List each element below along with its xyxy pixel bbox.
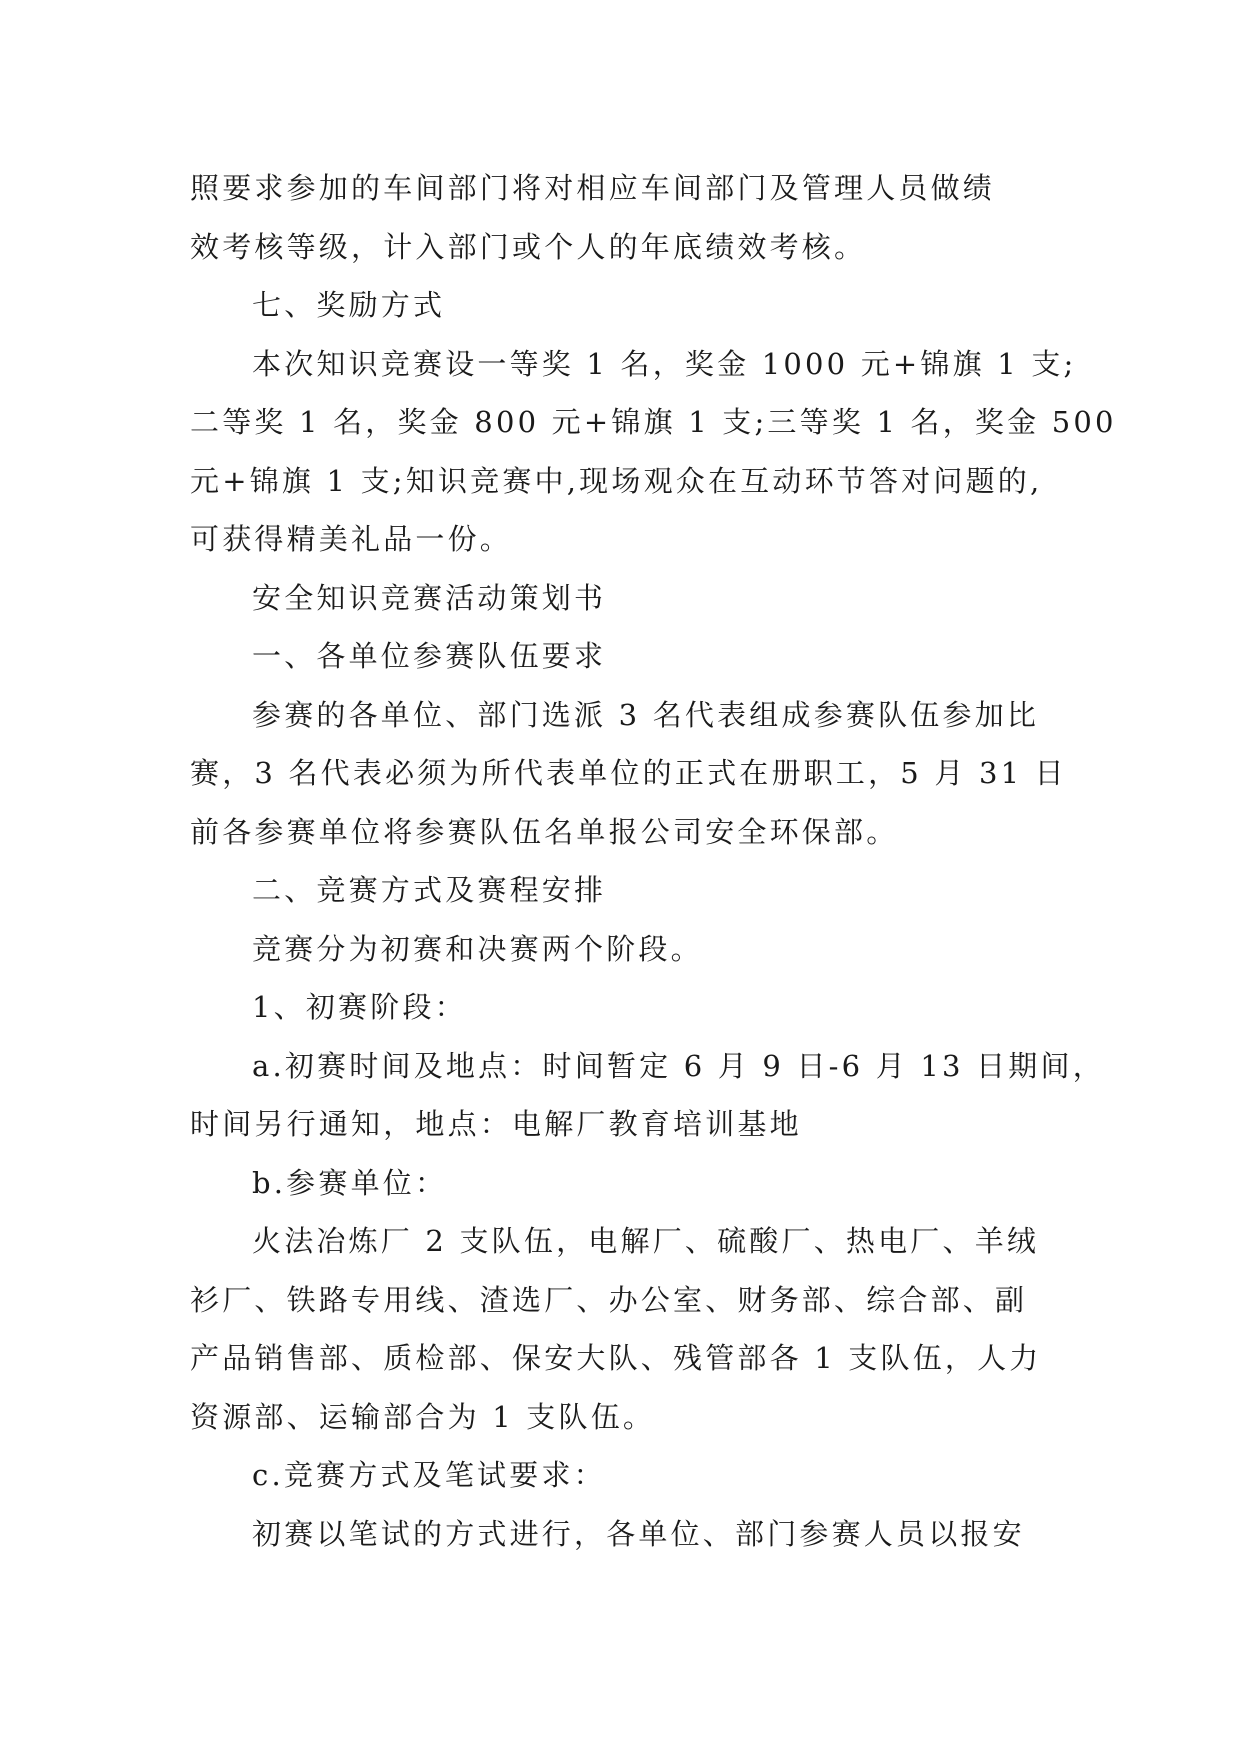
text-line: 资源部、运输部合为 1 支队伍。 xyxy=(190,1399,656,1434)
document-body xyxy=(190,159,1117,1563)
document-title: 安全知识竞赛活动策划书 xyxy=(252,580,607,615)
text-line: 照要求参加的车间部门将对相应车间部门及管理人员做绩 xyxy=(190,171,996,205)
section-heading-team-requirements: 一、各单位参赛队伍要求 xyxy=(252,639,607,673)
section-heading-reward: 七、奖励方式 xyxy=(252,288,446,322)
text-line: 本次知识竞赛设一等奖 1 名，奖金 1000 元+锦旗 1 支; xyxy=(252,346,1077,381)
text-line: 可获得精美礼品一份。 xyxy=(190,522,513,556)
item-heading-participants: b.参赛单位： xyxy=(252,1165,448,1200)
text-line: 赛，3 名代表必须为所代表单位的正式在册职工，5 月 31 日 xyxy=(190,756,1067,790)
text-line: 火法冶炼厂 2 支队伍，电解厂、硫酸厂、热电厂、羊绒 xyxy=(252,1224,1040,1258)
section-heading-competition-format: 二、竞赛方式及赛程安排 xyxy=(252,873,607,907)
text-line: 产品销售部、质检部、保安大队、残管部各 1 支队伍，人力 xyxy=(190,1341,1042,1375)
text-line: 衫厂、铁路专用线、渣选厂、办公室、财务部、综合部、副 xyxy=(190,1282,1028,1317)
text-line: 参赛的各单位、部门选派 3 名代表组成参赛队伍参加比 xyxy=(252,697,1040,732)
text-line: 效考核等级，计入部门或个人的年底绩效考核。 xyxy=(190,229,867,264)
text-line: 元+锦旗 1 支;知识竞赛中,现场观众在互动环节答对问题的, xyxy=(190,463,1043,498)
subsection-heading-preliminary: 1、初赛阶段： xyxy=(252,990,467,1024)
text-line: a.初赛时间及地点：时间暂定 6 月 9 日-6 月 13 日期间， xyxy=(252,1048,1105,1083)
text-line: 二等奖 1 名，奖金 800 元+锦旗 1 支;三等奖 1 名，奖金 500 xyxy=(190,405,1117,439)
text-line: 初赛以笔试的方式进行，各单位、部门参赛人员以报安 xyxy=(252,1516,1025,1551)
text-line: 前各参赛单位将参赛队伍名单报公司安全环保部。 xyxy=(190,814,899,849)
item-heading-written-test: c.竞赛方式及笔试要求： xyxy=(252,1458,606,1492)
text-line: 竞赛分为初赛和决赛两个阶段。 xyxy=(252,931,703,966)
text-line: 时间另行通知，地点：电解厂教育培训基地 xyxy=(190,1107,802,1141)
